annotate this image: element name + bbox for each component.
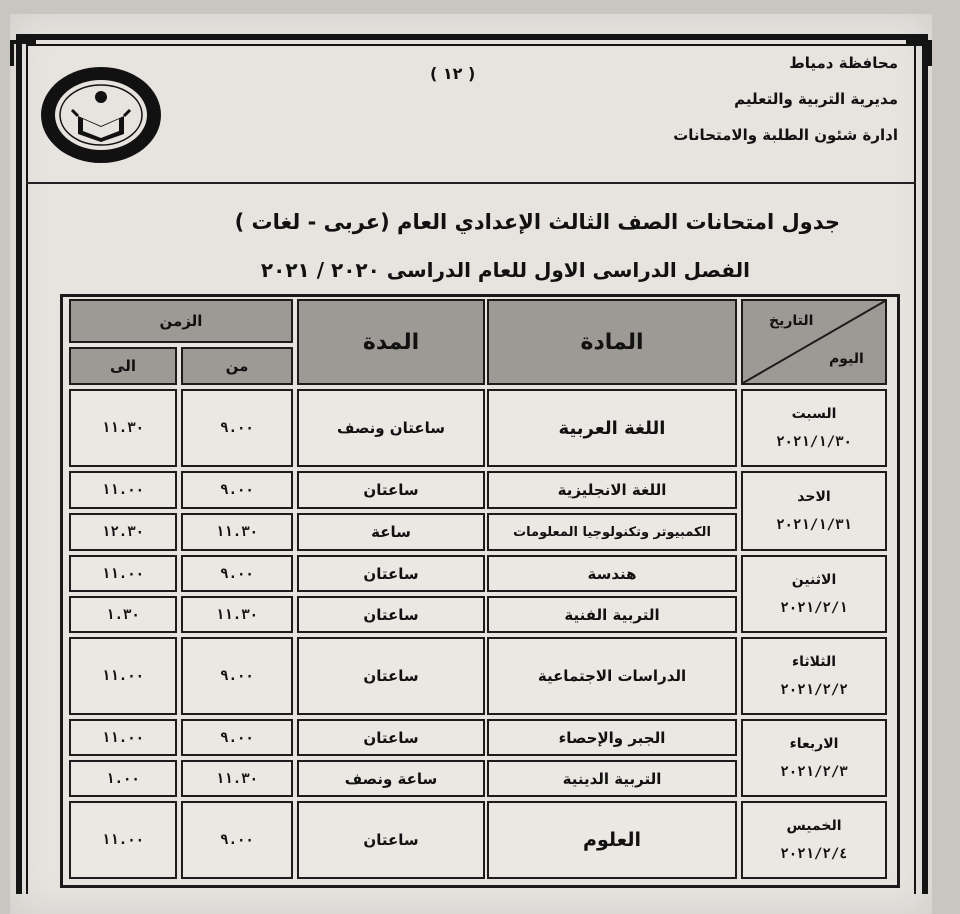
time-from-cell: ٩.٠٠	[181, 719, 293, 756]
header-duration: المدة	[297, 299, 485, 385]
header-date: التاريخ	[769, 313, 814, 329]
time-from-cell: ٩.٠٠	[181, 801, 293, 879]
subject-cell: العلوم	[487, 801, 737, 879]
subject-cell: هندسة	[487, 555, 737, 592]
duration-cell: ساعة	[297, 513, 485, 551]
schedule-title: جدول امتحانات الصف الثالث الإعدادي العام (عربى - لغات )	[234, 210, 840, 234]
header-day: اليوم	[829, 351, 864, 367]
header-subject: المادة	[487, 299, 737, 385]
time-to-cell: ١١.٠٠	[69, 471, 177, 509]
time-from-cell: ٩.٠٠	[181, 389, 293, 467]
day-cell	[741, 471, 887, 551]
day-date: ٢٠٢١/٢/٢	[780, 682, 848, 698]
time-from-cell: ١١.٣٠	[181, 760, 293, 797]
time-from-cell: ١١.٣٠	[181, 596, 293, 633]
day-date: ٢٠٢١/٢/١	[780, 600, 848, 616]
header-time: الزمن	[69, 299, 293, 343]
header-directorate: مديرية التربية والتعليم	[734, 90, 898, 108]
time-from-cell: ١١.٣٠	[181, 513, 293, 551]
border-right	[922, 34, 928, 894]
time-to-cell: ١٢.٣٠	[69, 513, 177, 551]
diagonal-divider	[743, 301, 885, 383]
time-to-cell: ١١.٠٠	[69, 555, 177, 592]
day-name: الاربعاء	[789, 736, 839, 752]
subject-cell: اللغة العربية	[487, 389, 737, 467]
subject-cell: الجبر والإحصاء	[487, 719, 737, 756]
header-date-day	[741, 299, 887, 385]
day-cell	[741, 719, 887, 797]
border-right-inner	[914, 44, 916, 894]
duration-cell: ساعتان	[297, 555, 485, 592]
border-left-inner	[26, 44, 28, 894]
day-cell	[741, 637, 887, 715]
border-top	[16, 34, 926, 40]
header-governorate: محافظة دمياط	[789, 54, 898, 72]
border-left	[16, 34, 22, 894]
time-to-cell: ١.٣٠	[69, 596, 177, 633]
subject-cell: اللغة الانجليزية	[487, 471, 737, 509]
time-to-cell: ١.٠٠	[69, 760, 177, 797]
subject-cell: التربية الفنية	[487, 596, 737, 633]
day-cell	[741, 389, 887, 467]
border-top-inner	[26, 44, 926, 46]
day-date: ٢٠٢١/٢/٣	[780, 764, 848, 780]
header-divider	[26, 182, 916, 184]
day-date: ٢٠٢١/١/٣١	[776, 517, 852, 533]
duration-cell: ساعتان	[297, 719, 485, 756]
header-to: الى	[69, 347, 177, 385]
time-to-cell: ١١.٣٠	[69, 389, 177, 467]
directorate-logo	[38, 64, 164, 166]
subject-cell: الكمبيوتر وتكنولوجيا المعلومات	[487, 513, 737, 551]
time-from-cell: ٩.٠٠	[181, 555, 293, 592]
time-from-cell: ٩.٠٠	[181, 471, 293, 509]
subject-cell: التربية الدينية	[487, 760, 737, 797]
exam-schedule-table	[60, 294, 900, 888]
header-from: من	[181, 347, 293, 385]
header-department: ادارة شئون الطلبة والامتحانات	[673, 126, 898, 144]
time-from-cell: ٩.٠٠	[181, 637, 293, 715]
duration-cell: ساعتان ونصف	[297, 389, 485, 467]
day-date: ٢٠٢١/٢/٤	[780, 846, 848, 862]
day-name: السبت	[791, 406, 837, 422]
duration-cell: ساعتان	[297, 801, 485, 879]
duration-cell: ساعتان	[297, 596, 485, 633]
day-date: ٢٠٢١/١/٣٠	[776, 434, 852, 450]
time-to-cell: ١١.٠٠	[69, 637, 177, 715]
time-to-cell: ١١.٠٠	[69, 719, 177, 756]
duration-cell: ساعة ونصف	[297, 760, 485, 797]
duration-cell: ساعتان	[297, 471, 485, 509]
schedule-subtitle: الفصل الدراسى الاول للعام الدراسى ٢٠٢٠ / ٢٠٢١	[260, 258, 750, 282]
subject-cell: الدراسات الاجتماعية	[487, 637, 737, 715]
duration-cell: ساعتان	[297, 637, 485, 715]
corner-ornament-left	[10, 40, 36, 66]
day-name: الاحد	[797, 489, 831, 505]
day-cell	[741, 801, 887, 879]
corner-ornament-right	[906, 40, 932, 66]
day-name: الثلاثاء	[791, 654, 837, 670]
time-to-cell: ١١.٠٠	[69, 801, 177, 879]
page-number: ( ١٢ )	[430, 64, 476, 83]
day-name: الاثنين	[791, 572, 837, 588]
day-cell	[741, 555, 887, 633]
day-name: الخميس	[786, 818, 842, 834]
